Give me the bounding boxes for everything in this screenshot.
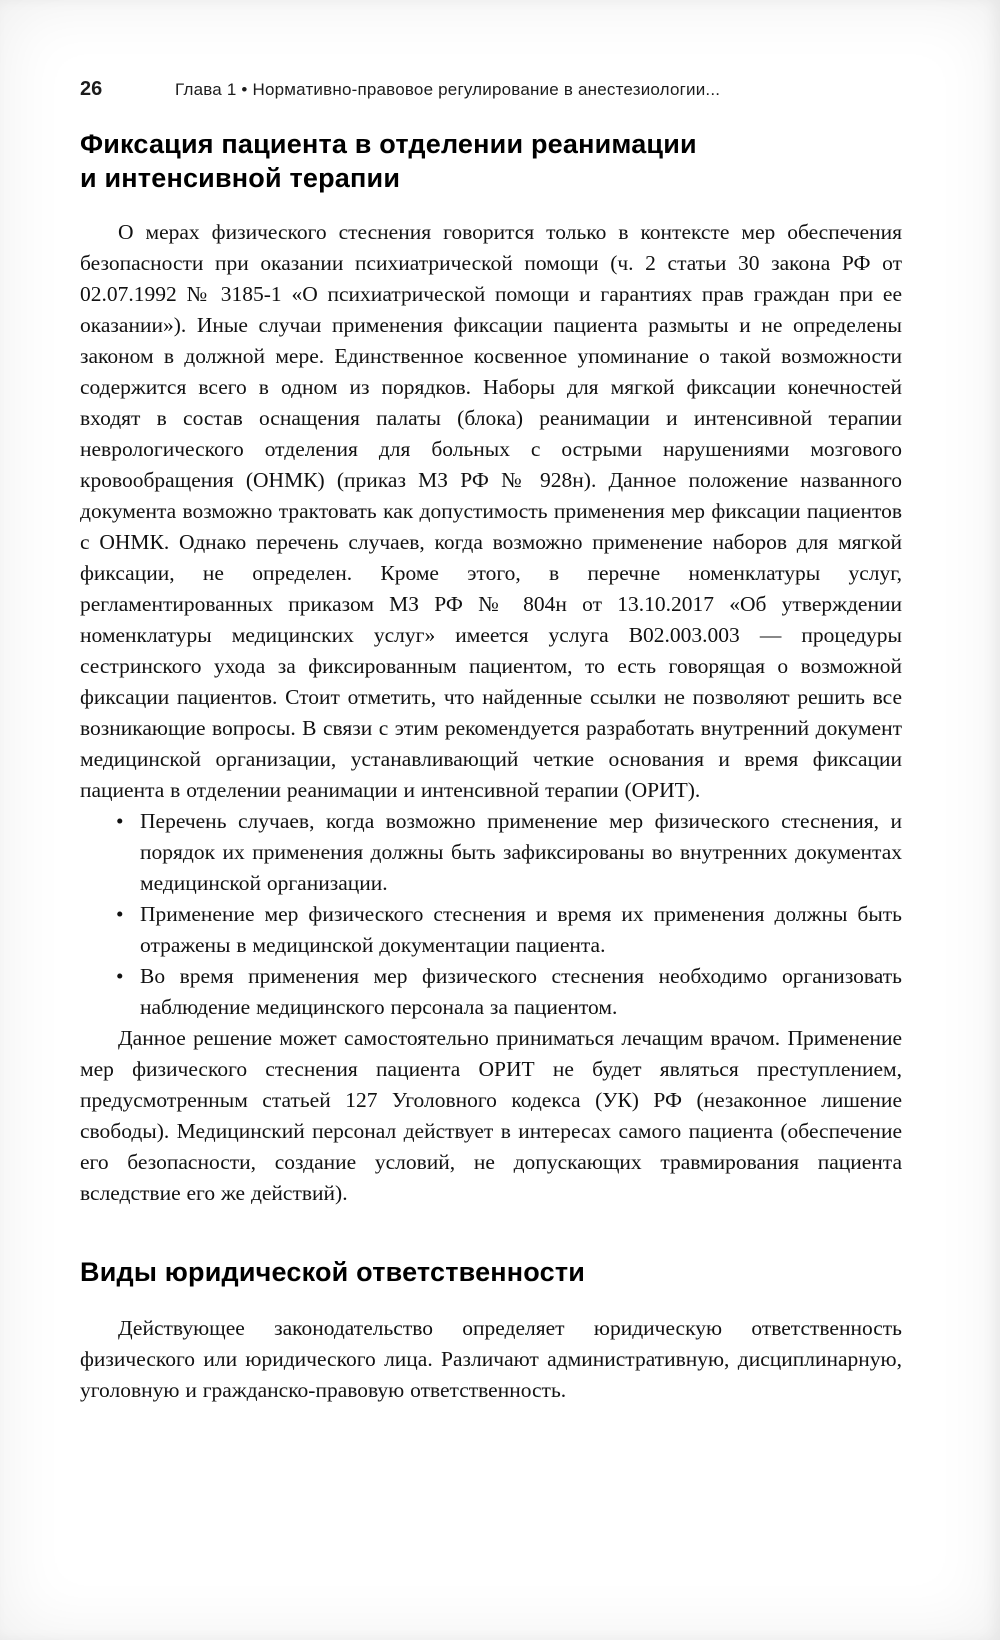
running-head: [80, 78, 902, 101]
section-fixation-body: [80, 217, 902, 806]
section-heading-liability: Виды юридической ответственности: [80, 1257, 586, 1287]
list-item: [112, 806, 902, 899]
list-item-text: Во время применения мер физического стеснения необходимо организовать наблюдение медицинского персонала за пациентом.: [140, 964, 902, 1019]
list-item-text: Применение мер физического стеснения и время их применения должны быть отражены в медицинской документации пациента.: [140, 902, 902, 957]
page-number: 26: [80, 78, 103, 100]
paragraph: О мерах физического стеснения говорится только в контексте мер обеспечения безопасности при оказании психиатрической помощи (ч. 2 статьи 30 закона РФ от 02.07.1992 № 3185-1 «О психиатрической помощи и гарантиях прав граждан при ее оказании»). Иные случаи применения фиксации пациента размыты и не определены законом в должной мере. Единственное косвенное упоминание о такой возможности содержится всего в одном из порядков. Наборы для мягкой фиксации конечностей входят в состав оснащения палаты (блока) реанимации и интенсивной терапии неврологического отделения для больных с острыми нарушениями мозгового кровообращения (ОНМК) (приказ МЗ РФ № 928н). Данное положение названного документа возможно трактовать как допустимость применения мер фиксации пациентов с ОНМК. Однако перечень случаев, когда возможно применение наборов для мягкой фиксации, не определен. Кроме этого, в перечне номенклатуры услуг, регламентированных приказом МЗ РФ № 804н от 13.10.2017 «Об утверждении номенклатуры медицинских услуг» имеется услуга В02.003.003 — процедуры сестринского ухода за фиксированным пациентом, то есть говорящая о возможной фиксации пациентов. Стоит отметить, что найденные ссылки не позволяют решить все возникающие вопросы. В связи с этим рекомендуется разработать внутренний документ медицинской организации, устанавливающий четкие основания и время фиксации пациента в отделении реанимации и интенсивной терапии (ОРИТ).: [80, 220, 902, 802]
list-item: [112, 961, 902, 1023]
section-fixation-body-continued: [80, 1023, 902, 1209]
bullet-icon: •: [116, 902, 124, 926]
chapter-running-title: Глава 1 • Нормативно-правовое регулирование в анестезиологии...: [175, 80, 721, 99]
section-liability-body: [80, 1313, 902, 1406]
bullet-icon: •: [116, 809, 124, 833]
bullet-list: [80, 806, 902, 1023]
list-item: [112, 899, 902, 961]
bullet-icon: •: [116, 964, 124, 988]
section-heading-fixation: [80, 127, 902, 195]
paragraph: Действующее законодательство определяет юридическую ответственность физического или юридического лица. Различают административную, дисциплинарную, уголовную и гражданско-правовую ответственность.: [80, 1316, 902, 1402]
list-item-text: Перечень случаев, когда возможно применение мер физического стеснения, и порядок их применения должны быть зафиксированы во внутренних документах медицинской организации.: [140, 809, 902, 895]
heading-line-2: и интенсивной терапии: [80, 163, 401, 193]
heading-line-1: Фиксация пациента в отделении реанимации: [80, 129, 697, 159]
paragraph: Данное решение может самостоятельно приниматься лечащим врачом. Применение мер физического стеснения пациента ОРИТ не будет являться преступлением, предусмотренным статьей 127 Уголовного кодекса (УК) РФ (незаконное лишение свободы). Медицинский персонал действует в интересах самого пациента (обеспечение его безопасности, создание условий, не допускающих травмирования пациента вследствие его же действий).: [80, 1026, 902, 1205]
